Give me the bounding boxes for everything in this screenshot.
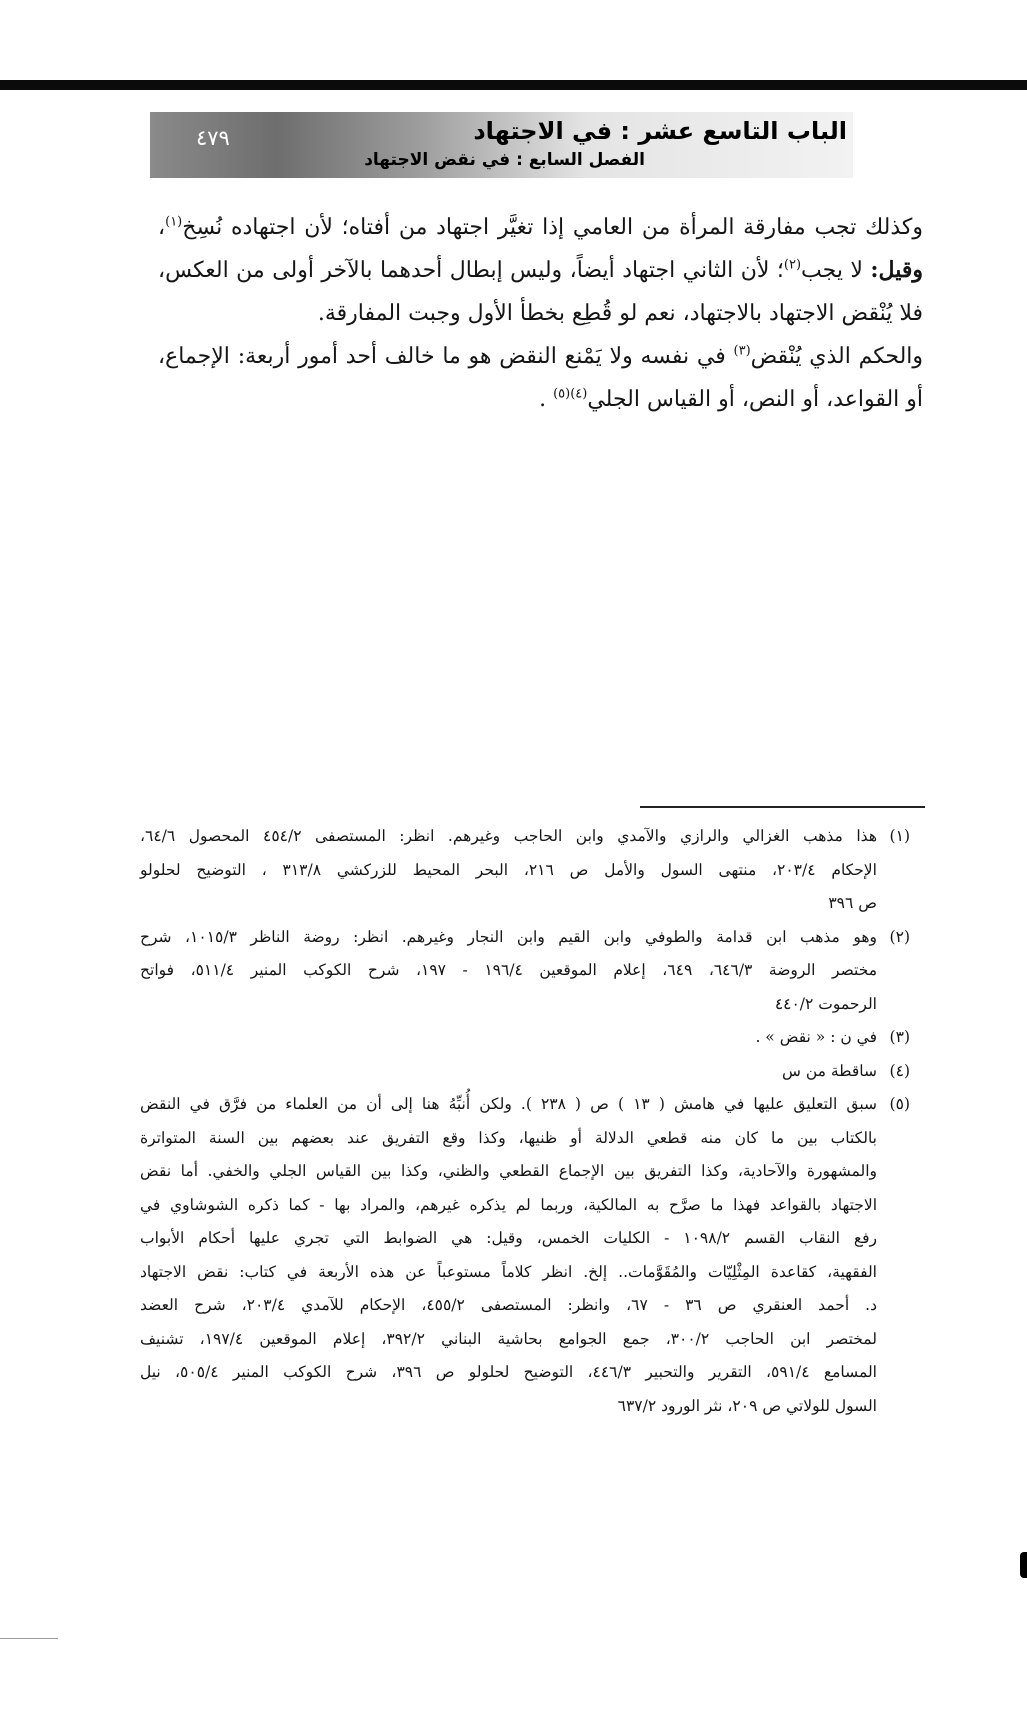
footnote-line: المسامع ٥٩١/٤، التقرير والتحبير ٤٤٦/٣، التوضيح لحلولو ص ٣٩٦، شرح الكوكب المنير ٥٠٥/٤، نيل (140, 1363, 877, 1381)
footnote-number: (٤) (889, 1061, 910, 1080)
footnote-ref[interactable]: (١) (165, 214, 183, 230)
text-segment: من العكس، فلا يُنْقض الاجتهاد بالاجتهاد، نعم لو قُطِع بخطأ الأول وجبت المفارقة. (158, 258, 923, 326)
text-segment: في نفسه ولا يَمْنع النقض هو ما خالف أحد أمور أربعة: (237, 344, 734, 369)
text-segment: . (539, 387, 554, 412)
footnotes (140, 820, 910, 1423)
footnote-line: بالكتاب بين ما كان منه قطعي الدلالة أو ظنيها، وكذا وقع التفريق عند بعضهم بين السنة المتواترة (140, 1128, 877, 1147)
footnote-separator (640, 806, 925, 808)
footnote-line: الرحموت ٤٤٠/٢ (774, 994, 877, 1013)
footnote-line: مختصر الروضة ٦٤٦/٣، ٦٤٩، إعلام الموقعين ١٩٦/٤ - ١٩٧، شرح الكوكب المنير ٥١١/٤، فواتح (140, 961, 877, 979)
footnote-text (140, 1088, 877, 1423)
footnote-line: لمختصر ابن الحاجب ٣٠٠/٢، جمع الجوامع بحاشية البناني ٣٩٢/٢، إعلام الموقعين ١٩٧/٤، تشنيف (140, 1329, 877, 1348)
footnote-number: (٢) (889, 927, 910, 946)
footnote-line: ص ٣٩٦ (828, 894, 877, 912)
footnote-2 (140, 921, 910, 1022)
footnote-line: والمشهورة والآحادية، وكذا التفريق بين الإجماع القطعي والظني، وكذا بين القياس الجلي والخفي. أما نقض (140, 1162, 877, 1180)
running-header (150, 112, 853, 178)
bottom-edge-rule (0, 1638, 58, 1639)
text-segment: الإجماع، أو القواعد، أو النص، أو القياس الجلي (158, 344, 923, 412)
bold-term: وقيل: (870, 257, 923, 283)
top-border-rule (0, 80, 1027, 90)
main-text (158, 206, 923, 421)
page-number: ٤٧٩ (196, 126, 230, 150)
text-segment: والحكم الذي يُنْقض (750, 344, 924, 369)
footnote-number: (٥) (889, 1095, 910, 1113)
footnote-line: الإحكام ٢٠٣/٤، منتهى السول والأمل ص ٢١٦، البحر المحيط للزركشي ٣١٣/٨ ، التوضيح لحلولو (140, 860, 877, 879)
section-title: الفصل السابع : في نقض الاجتهاد (364, 150, 645, 170)
footnote-line: الاجتهاد بالقواعد فهذا ما صرَّح به المالكية، وربما لم يذكره غيرهم، والمراد بها - كما ذكره الشوشاوي في (140, 1195, 877, 1214)
paragraph-1 (158, 206, 923, 335)
footnote-ref[interactable]: (٤)(٥) (553, 386, 588, 402)
footnote-ref[interactable]: (٢) (783, 257, 802, 273)
footnote-line: ساقطة من س (781, 1061, 877, 1080)
footnote-ref[interactable]: (٣) (733, 343, 751, 359)
scan-edge-mark (1020, 1552, 1027, 1578)
footnote-4 (140, 1055, 910, 1089)
footnote-line: وهو مذهب ابن قدامة والطوفي وابن القيم وابن النجار وغيرهم. انظر: روضة الناظر ١٠١٥/٣، شرح (140, 927, 877, 946)
text-segment: ؛ لأن الثاني اجتهاد أيضاً، وليس إبطال أحدهما بالآخر أولى (272, 258, 784, 283)
text-segment: نُسِخ (182, 215, 223, 240)
chapter-title: الباب التاسع عشر : في الاجتهاد (473, 117, 847, 145)
text-segment: وكذلك تجب مفارقة المرأة من العامي إذا تغيَّر اجتهاد من أفتاه؛ لأن اجتهاده (230, 215, 924, 240)
footnote-5 (140, 1088, 910, 1423)
footnote-line: في ن : « نقض » . (755, 1028, 877, 1046)
footnote-number: (٣) (889, 1028, 910, 1046)
footnote-line: الفقهية، كقاعدة المِثْلِيّات والمُقَوَّمات.. إلخ. انظر كلاماً مستوعباً عن هذه الأربعة في كتاب: نقض الاجتهاد (140, 1262, 877, 1281)
footnote-text (140, 921, 877, 1022)
footnote-3 (140, 1021, 910, 1055)
footnote-number: (١) (889, 827, 910, 845)
footnote-line: رفع النقاب القسم ١٠٩٨/٢ - الكليات الخمس، وقيل: هي الضوابط التي تجري عليها أحكام الأبواب (140, 1229, 877, 1247)
footnote-text (140, 820, 877, 921)
footnote-text (140, 1055, 877, 1089)
paragraph-2 (158, 335, 923, 421)
text-segment: ، (158, 215, 166, 240)
footnote-text (140, 1021, 877, 1055)
footnote-line: سبق التعليق عليها في هامش ( ١٣ ) ص ( ٢٣٨ ). ولكن أُنبِّهُ هنا إلى أن من العلماء من فرَّق في النقض (140, 1095, 878, 1113)
footnote-line: د. أحمد العنقري ص ٣٦ - ٦٧، وانظر: المستصفى ٤٥٥/٢، الإحكام للآمدي ٢٠٣/٤، شرح العضد (140, 1296, 877, 1314)
footnote-line: هذا مذهب الغزالي والرازي والآمدي وابن الحاجب وغيرهم. انظر: المستصفى ٤٥٤/٢ المحصول ٦٤/٦، (140, 827, 877, 845)
text-segment: لا يجب (801, 258, 871, 283)
footnote-line: السول للولاتي ص ٢٠٩، نثر الورود ٦٣٧/٢ (617, 1396, 877, 1415)
footnote-1 (140, 820, 910, 921)
